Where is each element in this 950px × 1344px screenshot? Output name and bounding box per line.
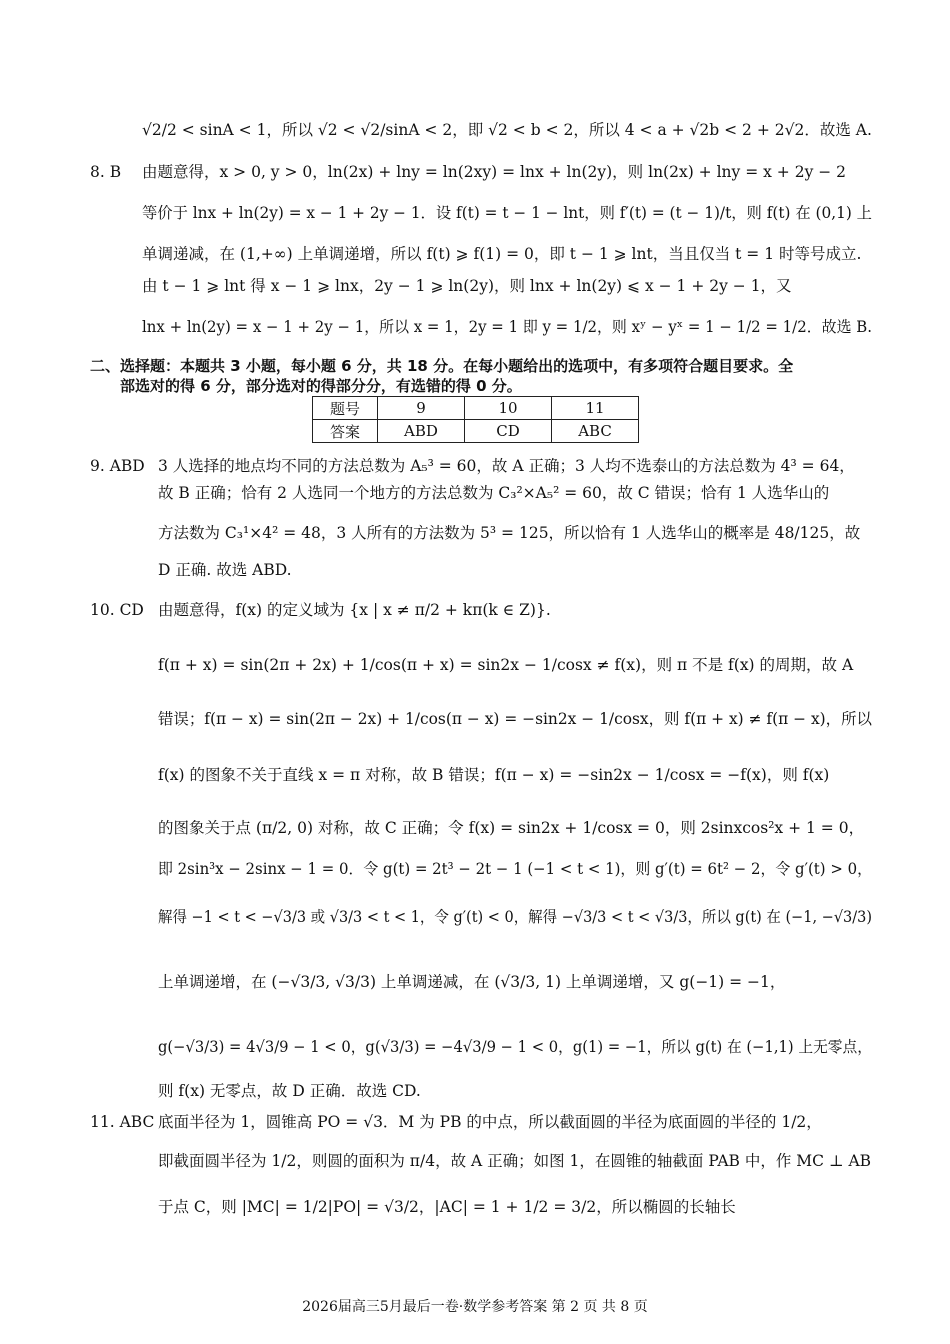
table-cell: 10 bbox=[465, 397, 552, 420]
table-row bbox=[313, 420, 639, 443]
solution-line: 于点 C，则 |MC| = 1/2|PO| = √3/2，|AC| = 1 + 1/2 = 3/2，所以椭圆的长轴长 bbox=[158, 1198, 736, 1216]
solution-line: 错误；f(π − x) = sin(2π − 2x) + 1/cos(π − x) = −sin2x − 1/cosx，则 f(π + x) ≠ f(π − x)，所以 bbox=[158, 710, 872, 728]
solution-line: 等价于 lnx + ln(2y) = x − 1 + 2y − 1．设 f(t) = t − 1 − lnt，则 f′(t) = (t − 1)/t，则 f(t) 在 (0,1) 上 bbox=[142, 204, 873, 222]
solution-line: 底面半径为 1，圆锥高 PO = √3．M 为 PB 的中点，所以截面圆的半径为底面圆的半径的 1/2， bbox=[158, 1113, 822, 1131]
solution-line: 单调递减，在 (1,+∞) 上单调递增，所以 f(t) ⩾ f(1) = 0，即 t − 1 ⩾ lnt，当且仅当 t = 1 时等号成立. bbox=[142, 245, 862, 263]
solution-line: 则 f(x) 无零点，故 D 正确．故选 CD. bbox=[158, 1082, 421, 1100]
page-footer: 2026届高三5月最后一卷·数学参考答案 第 2 页 共 8 页 bbox=[302, 1299, 648, 1315]
answer-label-8: 8. B bbox=[90, 163, 122, 181]
solution-line: 由题意得，x > 0, y > 0，ln(2x) + lny = ln(2xy) = lnx + ln(2y)，则 ln(2x) + lny = x + 2y − 2 bbox=[142, 163, 847, 181]
solution-line: √2/2 < sinA < 1，所以 √2 < √2/sinA < 2，即 √2 < b < 2，所以 4 < a + √2b < 2 + 2√2．故选 A. bbox=[142, 121, 872, 139]
solution-line: 由 t − 1 ⩾ lnt 得 x − 1 ⩾ lnx，2y − 1 ⩾ ln(2y)，则 lnx + ln(2y) ⩽ x − 1 + 2y − 1，又 bbox=[142, 277, 792, 295]
solution-line: 方法数为 C₃¹×4² = 48，3 人所有的方法数为 5³ = 125，所以恰有 1 人选华山的概率是 48/125，故 bbox=[158, 524, 861, 542]
solution-line: 3 人选择的地点均不同的方法总数为 A₅³ = 60，故 A 正确；3 人均不选泰山的方法总数为 4³ = 64， bbox=[158, 457, 855, 475]
solution-line: 上单调递增，在 (−√3/3, √3/3) 上单调递减，在 (√3/3, 1) 上单调递增，又 g(−1) = −1， bbox=[158, 973, 786, 991]
solution-line: 由题意得，f(x) 的定义域为 {x | x ≠ π/2 + kπ(k ∈ Z)}. bbox=[158, 601, 551, 619]
table-cell: ABC bbox=[552, 420, 639, 443]
answer-label-11: 11. ABC bbox=[90, 1113, 155, 1131]
table-header-cell: 答案 bbox=[313, 420, 378, 443]
table-header-cell: 题号 bbox=[313, 397, 378, 420]
table-cell: 9 bbox=[378, 397, 465, 420]
table-row bbox=[313, 397, 639, 420]
solution-line: 即截面圆半径为 1/2，则圆的面积为 π/4，故 A 正确；如图 1，在圆锥的轴截面 PAB 中，作 MC ⊥ AB bbox=[158, 1152, 872, 1170]
solution-line: f(x) 的图象不关于直线 x = π 对称，故 B 错误；f(π − x) = −sin2x − 1/cosx = −f(x)，则 f(x) bbox=[158, 766, 830, 784]
solution-line: 的图象关于点 (π/2, 0) 对称，故 C 正确；令 f(x) = sin2x + 1/cosx = 0，则 2sinxcos²x + 1 = 0， bbox=[158, 819, 865, 837]
solution-line: 解得 −1 < t < −√3/3 或 √3/3 < t < 1，令 g′(t) < 0，解得 −√3/3 < t < √3/3，所以 g(t) 在 (−1, −√3/3) bbox=[158, 908, 872, 926]
table-cell: CD bbox=[465, 420, 552, 443]
solution-line: 故 B 正确；恰有 2 人选同一个地方的方法总数为 C₃²×A₅² = 60，故 C 错误；恰有 1 人选华山的 bbox=[158, 484, 830, 502]
table-cell: 11 bbox=[552, 397, 639, 420]
solution-line: lnx + ln(2y) = x − 1 + 2y − 1，所以 x = 1，2y = 1 即 y = 1/2，则 xʸ − yˣ = 1 − 1/2 = 1/2．故选 B. bbox=[142, 318, 872, 336]
answer-label-9: 9. ABD bbox=[90, 457, 145, 475]
solution-line: D 正确. 故选 ABD. bbox=[158, 561, 292, 579]
section-heading: 二、选择题：本题共 3 小题，每小题 6 分，共 18 分。在每小题给出的选项中，有多项符合题目要求。全 bbox=[90, 357, 794, 375]
section-heading-continued: 部选对的得 6 分，部分选对的得部分分，有选错的得 0 分。 bbox=[120, 377, 522, 395]
table-cell: ABD bbox=[378, 420, 465, 443]
solution-line: f(π + x) = sin(2π + 2x) + 1/cos(π + x) = sin2x − 1/cosx ≠ f(x)，则 π 不是 f(x) 的周期，故 A bbox=[158, 656, 854, 674]
answer-label-10: 10. CD bbox=[90, 601, 144, 619]
solution-line: 即 2sin³x − 2sinx − 1 = 0．令 g(t) = 2t³ − 2t − 1 (−1 < t < 1)，则 g′(t) = 6t² − 2，令 g′(t) > 0， bbox=[158, 860, 873, 878]
answer-table bbox=[312, 396, 639, 443]
solution-line: g(−√3/3) = 4√3/9 − 1 < 0，g(√3/3) = −4√3/9 − 1 < 0，g(1) = −1，所以 g(t) 在 (−1,1) 上无零点， bbox=[158, 1038, 873, 1056]
